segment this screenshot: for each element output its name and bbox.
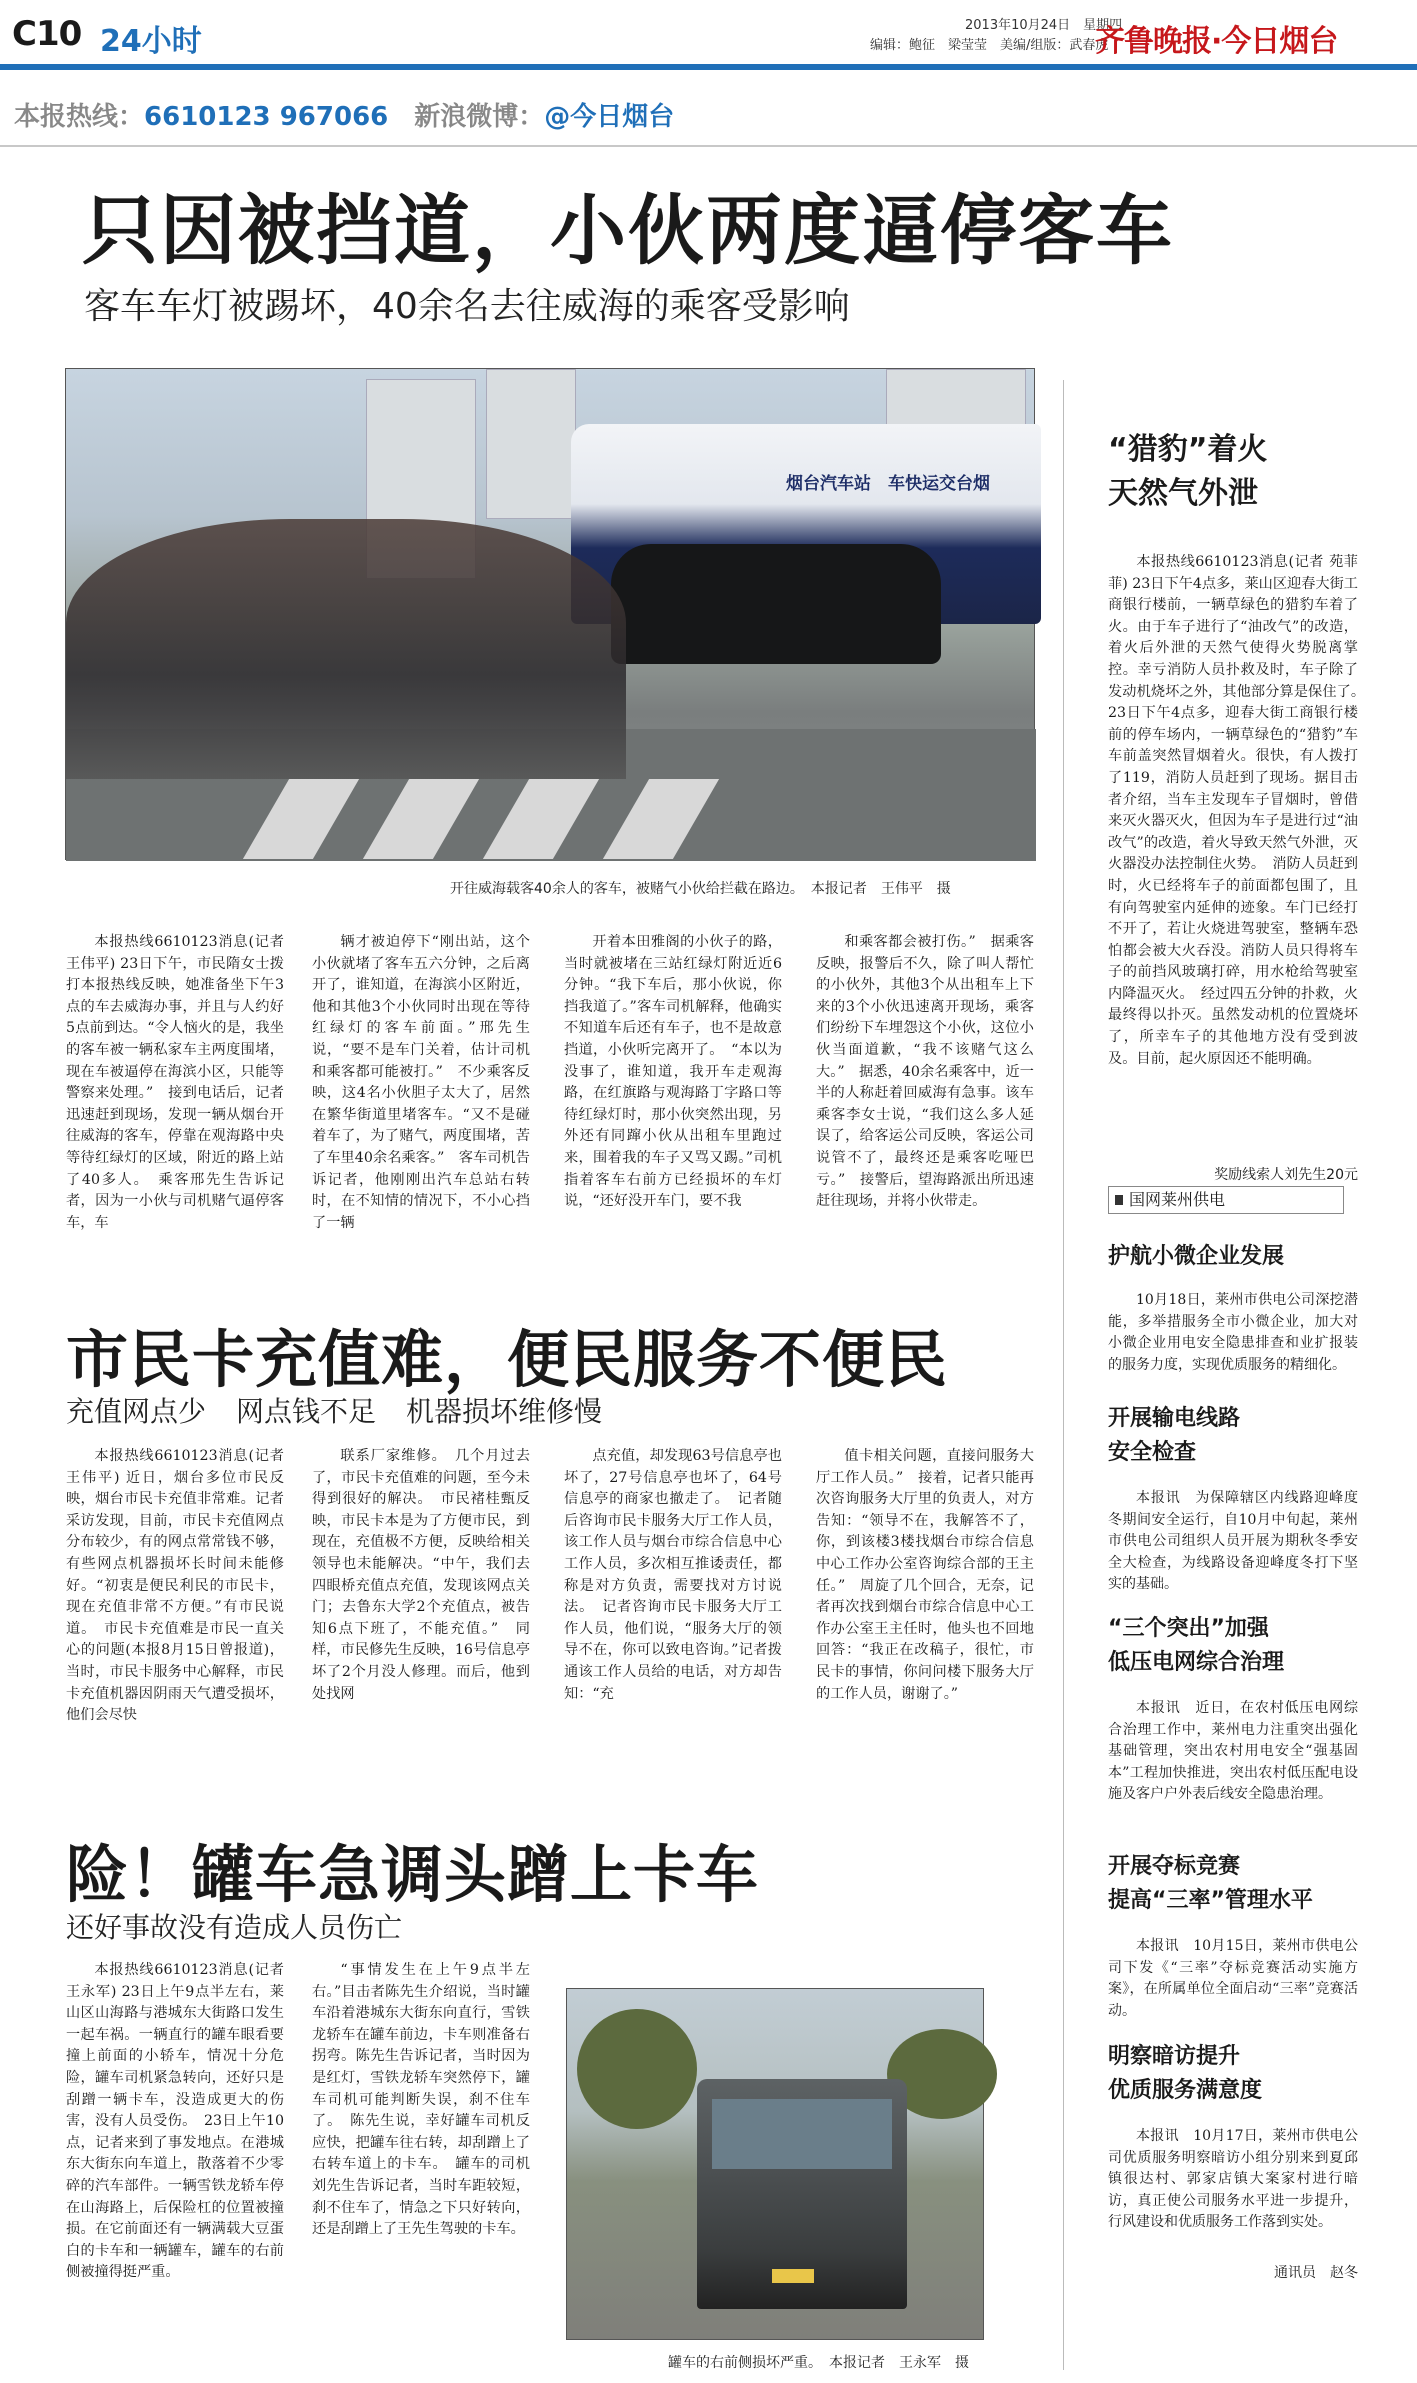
- sidebar-item-title: 明察暗访提升 优质服务满意度: [1108, 2044, 1263, 2103]
- sidebar-item-text: [1108, 1698, 1358, 1833]
- article1-photo-caption: 开往威海载客40余人的客车，被赌气小伙给拦截在路边。 本报记者 王伟平 摄: [450, 881, 951, 897]
- black-sedan: [611, 544, 941, 664]
- sidebar-item-text: [1108, 1290, 1358, 1400]
- bus-sign: 烟台汽车站 车快运交台烟: [786, 474, 990, 494]
- header-rule: [0, 64, 1417, 70]
- article1-text: 开着本田雅阁的小伙子的路，当时就被堵在三站红绿灯附近近6分钟。“我下车后，那小伙说，你挡我道了。”客车司机解释，他确实不知道车后还有车子，也不是故意挡道，小伙听完离开了。 “本以为没事了，谁知道，我开车走观海路，在红旗路与观海路丁字路口等待红绿灯时，那小伙突然出现，另外还有同蹿小伙从出租车里跑过来，围着我的车子又骂又踢。”司机指着客车右前方已经损坏的车灯说，“还好没开车门，要不我: [564, 934, 782, 1210]
- sidebar-item-paragraph: 本报讯 为保障辖区内线路迎峰度冬期间安全运行，自10月中旬起，莱州市供电公司组织人员开展为期秋冬季安全大检查，为线路设备迎峰度冬打下坚实的基础。: [1108, 1490, 1358, 1593]
- sidebar-headline-line: “猎豹”着火: [1108, 432, 1268, 467]
- sidebar-item-title: 开展夺标竞赛 提高“三率”管理水平: [1108, 1854, 1313, 1913]
- sidebar-reward: 奖励线索人刘先生20元: [1214, 1167, 1358, 1183]
- article1-column: [816, 932, 1034, 1280]
- issue-date: 2013年10月24日 星期四: [965, 18, 1123, 33]
- article1-text: 本报热线6610123消息(记者 王伟平) 23日下午，市民隋女士拨打本报热线反映，她准备坐下午3点的车去威海办事，并且与人约好5点前到达。“令人恼火的是，我坐的客车被一辆私家车主两度围堵，现在车被逼停在海滨小区，只能等警察来处理。” 接到电话后，记者迅速赶到现场，发现一辆从烟台开往威海的客车，停靠在观海路中央等待红绿灯的区域，附近的路上站了40多人。 乘客邢先生告诉记者，因为一小伙与司机赌气逼停客车，车: [66, 934, 284, 1231]
- article3-text: 本报热线6610123消息(记者 王永军) 23日上午9点半左右，莱山区山海路与港城东大街路口发生一起车祸。一辆直行的罐车眼看要撞上前面的小轿车，情况十分危险，罐车司机紧急转向，还好只是刮蹭一辆卡车，没造成更大的伤害，没有人员受伤。 23日上午10点，记者来到了事发地点。在港城东大街东向车道上，散落着不少零碎的汽车部件。一辆雪铁龙轿车停在山海路上，后保险杠的位置被撞损。在它前面还有一辆满载大豆蛋白的卡车和一辆罐车，罐车的右前侧被撞得挺严重。: [66, 1962, 284, 2281]
- sidebar-item-title: “三个突出”加强 低压电网综合治理: [1108, 1616, 1285, 1675]
- crowd-of-passengers: [66, 519, 626, 779]
- page-number: C10: [12, 14, 82, 54]
- article2-subheadline: [66, 1390, 602, 1430]
- building: [486, 369, 576, 519]
- article2-headline: 市民卡充值难，便民服务不便民: [66, 1323, 949, 1396]
- sidebar-signature: 通讯员 赵冬: [1274, 2265, 1358, 2281]
- article1-column: [564, 932, 782, 1280]
- license-plate: [772, 2269, 814, 2283]
- divider: [0, 145, 1417, 147]
- sidebar-item-paragraph: 本报讯 10月17日，莱州市供电公司优质服务明察暗访小组分别来到夏邱镇很达村、郭家店镇大案家村进行暗访，真正使公司服务水平进一步提升，行风建设和优质服务工作落到实处。: [1108, 2128, 1358, 2231]
- truck-windshield: [712, 2099, 892, 2169]
- article2-text: 值卡相关问题，直接问服务大厅工作人员。” 接着，记者只能再次咨询服务大厅里的负责人，对方告知：“领导不在，我解答不了，你，到该楼3楼找烟台市综合信息中心工作办公室咨询综合部的王主任。” 周旋了几个回合，无奈，记者再次找到烟台市综合信息中心工作办公室王主任时，他头也不回地回答：“我正在改稿子，很忙，市民卡的事情，你问问楼下服务大厅的工作人员，谢谢了。”: [816, 1448, 1034, 1702]
- section-title: 24小时: [100, 24, 202, 59]
- sidebar-item-text: [1108, 1936, 1358, 2026]
- sidebar-item-paragraph: 10月18日，莱州市供电公司深挖潜能，多举措服务全市小微企业，加大对小微企业用电安全隐患排查和业扩报装的服务力度，实现优质服务的精细化。: [1108, 1292, 1358, 1373]
- sidebar-item-paragraph: 本报讯 近日，在农村低压电网综合治理工作中，莱州电力注重突出强化基础管理，突出农村用电安全“强基固本”工程加快推进，突出农村低压配电设施及客户户外表后线安全隐患治理。: [1108, 1700, 1358, 1803]
- article2-subhead-part: 机器损坏维修慢: [406, 1395, 603, 1428]
- article1-column: [66, 932, 284, 1280]
- article1-photo: [65, 368, 1035, 860]
- article1-subheadline: 客车车灯被踢坏，40余名去往威海的乘客受影响: [84, 286, 850, 327]
- sidebar-headline: [1108, 428, 1267, 516]
- article2-column: [816, 1446, 1034, 1776]
- column-divider: [1063, 380, 1064, 2370]
- article2-subhead-part: 网点钱不足: [236, 1395, 377, 1428]
- article1-headline: 只因被挡道，小伙两度逼停客车: [82, 186, 1174, 275]
- sidebar-headline-line: 天然气外泄: [1108, 476, 1258, 511]
- article2-column: [66, 1446, 284, 1776]
- article2-subhead-part: 充值网点少: [66, 1395, 207, 1428]
- hotline-numbers: 6610123 967066: [144, 102, 389, 132]
- sidebar-lead-paragraph: 本报热线6610123消息(记者 苑菲菲) 23日下午4点多，莱山区迎春大街工商银行楼前，一辆草绿色的猎豹车着了火。由于车子进行了“油改气”的改造，着火后外泄的天然气使得火势脱离掌控。幸亏消防人员扑救及时，车子除了发动机烧坏之外，其他部分算是保住了。 23日下午4点多，迎春大街工商银行楼前的停车场内，一辆草绿色的“猎豹”车车前盖突然冒烟着火。很快，有人拨打了119，消防人员赶到了现场。据目击者介绍，当车主发现车子冒烟时，曾借来灭火器灭火，但因为车子是进行过“油改气”的改造，着火导致天然气外泄，灭火器没办法控制住火势。 消防人员赶到时，火已经将车子的前面都包围了，且有向驾驶室内延伸的迹象。车门已经打不开了，若让火烧进驾驶室，整辆车恐怕都会被大火吞没。消防人员只得将车子的前挡风玻璃打碎，用水枪给驾驶室内降温灭火。 经过四五分钟的扑救，火最终得以扑灭。虽然发动机的位置烧坏了，所幸车子的其他地方没有受到波及。目前，起火原因还不能明确。: [1108, 554, 1373, 1067]
- article2-column: [564, 1446, 782, 1776]
- article1-text: 辆才被迫停下“刚出站，这个小伙就堵了客车五六分钟，之后离开了，谁知道，在海滨小区附近，他和其他3个小伙同时出现在等待红绿灯的客车前面。”邢先生说，“要不是车门关着，估计司机和乘客都可能被打。” 不少乘客反映，这4名小伙胆子太大了，居然在繁华街道里堵客车。“又不是碰着车了，为了赌气，两度围堵，苦了车里40余名乘客。” 客车司机告诉记者，他刚刚出汽车总站右转时，在不知情的情况下，不小心挡了一辆: [312, 934, 530, 1231]
- article3-text: “事情发生在上午9点半左右。”目击者陈先生介绍说，当时罐车沿着港城东大街东向直行，雪铁龙轿车在罐车前边，卡车则准备右拐弯。陈先生告诉记者，当时因为是红灯，雪铁龙轿车突然停下，罐车司机可能判断失误，刹不住车了。 陈先生说，幸好罐车司机反应快，把罐车往右转，却刮蹭上了右转车道上的卡车。 罐车的司机刘先生告诉记者，当时车距较短，刹不住车了，情急之下只好转向，还是刮蹭上了王先生驾驶的卡车。: [312, 1962, 530, 2238]
- sponsor-tag: 国网莱州供电: [1108, 1186, 1344, 1214]
- tree: [577, 2009, 697, 2129]
- weibo-handle[interactable]: @今日烟台: [544, 102, 675, 132]
- sidebar-item-text: [1108, 2126, 1358, 2256]
- weibo-label: 新浪微博：: [414, 102, 545, 132]
- hotline-label: 本报热线：: [14, 102, 145, 132]
- sidebar-item-text: [1108, 1488, 1358, 1598]
- sidebar-item-title: 护航小微企业发展: [1108, 1244, 1285, 1269]
- article3-photo-caption: 罐车的右前侧损坏严重。 本报记者 王永军 摄: [668, 2355, 969, 2371]
- hotline-bar: [14, 96, 674, 133]
- article3-headline: 险！罐车急调头蹭上卡车: [66, 1838, 760, 1911]
- sidebar-item-paragraph: 本报讯 10月15日，莱州市供电公司下发《“三率”夺标竞赛活动实施方案》，在所属单位全面启动“三率”竞赛活动。: [1108, 1938, 1358, 2019]
- article2-column: [312, 1446, 530, 1776]
- article3-subheadline: 还好事故没有造成人员伤亡: [66, 1911, 403, 1944]
- article3-photo: [566, 1988, 984, 2340]
- newspaper-brand: 齐鲁晚报·今日烟台: [1095, 24, 1338, 59]
- article2-text: 点充值，却发现63号信息亭也坏了，27号信息亭也坏了，64号信息亭的商家也撤走了。 记者随后咨询市民卡服务大厅工作人员，该工作人员与烟台市综合信息中心工作人员，多次相互推诿责任，都称是对方负责，需要找对方讨说法。 记者咨询市民卡服务大厅工作人员，他们说，“服务大厅的领导不在，你可以致电咨询。”记者拨通该工作人员给的电话，对方却告知：“充: [564, 1448, 782, 1702]
- article2-text: 本报热线6610123消息(记者 王伟平) 近日，烟台多位市民反映，烟台市民卡充值非常难。记者采访发现，目前，市民卡充值网点分布较少，有的网点常常钱不够，有些网点机器损坏长时间未能修好。“初衷是便民利民的市民卡，现在充值非常不方便。”有市民说道。 市民卡充值难是市民一直关心的问题(本报8月15日曾报道)，当时，市民卡服务中心解释，市民卡充值机器因阴雨天气遭受损坏，他们会尽快: [66, 1448, 284, 1724]
- article1-text: 和乘客都会被打伤。” 据乘客反映，报警后不久，除了叫人帮忙的小伙外，其他3个从出租车上下来的3个小伙迅速离开现场，乘客们纷纷下车埋怨这个小伙，这位小伙当面道歉，“我不该赌气这么大。” 据悉，40余名乘客中，近一半的人称赶着回威海有急事。该车乘客李女士说，“我们这么多人延误了，给客运公司反映，客运公司说管不了，最终还是乘客吃哑巴亏。” 接警后，望海路派出所迅速赶往现场，并将小伙带走。: [816, 934, 1034, 1210]
- editor-credits: 编辑：鲍征 梁莹莹 美编/组版：武春虎: [870, 38, 1109, 53]
- article3-column: [312, 1960, 530, 2360]
- sidebar-lead-text: [1108, 552, 1373, 1162]
- article3-column: [66, 1960, 284, 2360]
- article1-column: [312, 932, 530, 1280]
- sidebar-item-title: 开展输电线路 安全检查: [1108, 1406, 1241, 1465]
- article2-text: 联系厂家维修。 几个月过去了，市民卡充值难的问题，至今未得到很好的解决。 市民褚桂甄反映，市民卡本是为了方便市民，到现在，充值极不方便，反映给相关领导也未能解决。“中午，我们去四眼桥充值点充值，发现该网点关门；去鲁东大学2个充值点，被告知6点下班了，不能充值。” 同样，市民修先生反映，16号信息亭坏了2个月没人修理。而后，他到处找网: [312, 1448, 530, 1702]
